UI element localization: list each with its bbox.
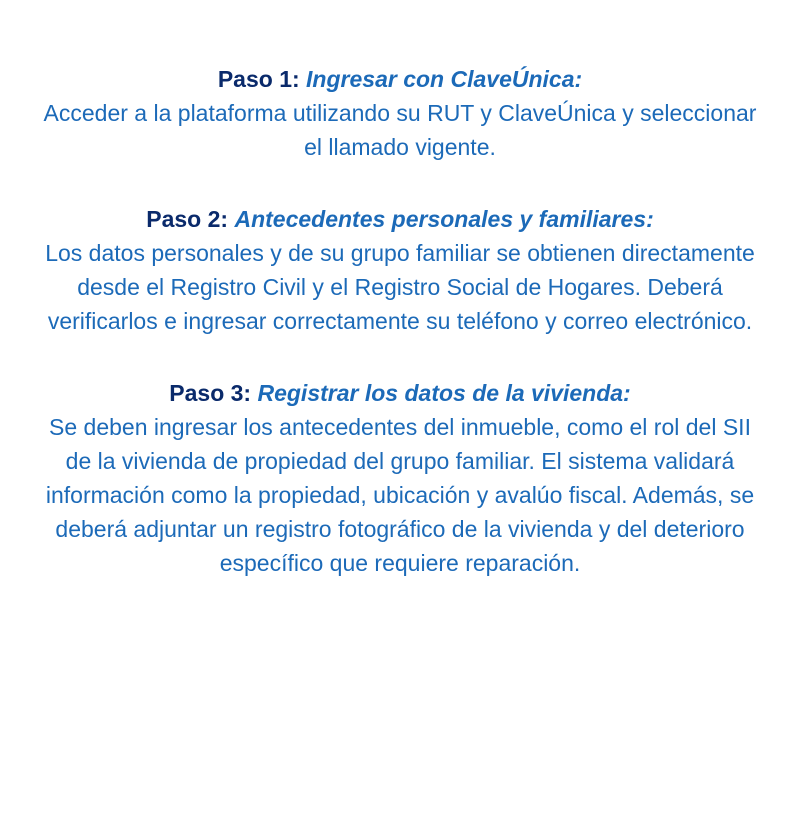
step-3-title: Registrar los datos de la vivienda: bbox=[257, 380, 631, 406]
step-2-label: Paso 2: bbox=[146, 206, 229, 232]
step-1-heading bbox=[40, 64, 760, 94]
step-3-heading bbox=[40, 378, 760, 408]
steps-container bbox=[40, 0, 760, 580]
step-3-label: Paso 3: bbox=[169, 380, 252, 406]
step-1 bbox=[40, 64, 760, 164]
step-1-title: Ingresar con ClaveÚnica: bbox=[306, 66, 583, 92]
step-1-label: Paso 1: bbox=[217, 66, 300, 92]
step-2-title: Antecedentes personales y familiares: bbox=[234, 206, 654, 232]
step-3 bbox=[40, 378, 760, 580]
step-1-body: Acceder a la plataforma utilizando su RUT y ClaveÚnica y seleccionar el llamado vigente. bbox=[43, 100, 757, 160]
step-2-body: Los datos personales y de su grupo familiar se obtienen directamente desde el Registro Civil y el Registro Social de Hogares. Deberá verificarlos e ingresar correctamente su teléfono y correo electrónico. bbox=[45, 240, 755, 334]
step-2-heading bbox=[40, 204, 760, 234]
step-3-body: Se deben ingresar los antecedentes del inmueble, como el rol del SII de la vivienda de propiedad del grupo familiar. El sistema validará información como la propiedad, ubicación y avalúo fiscal. Además, se deberá adjuntar un registro fotográfico de la vivienda y del deterioro específico que requiere reparación. bbox=[45, 414, 755, 576]
step-2 bbox=[40, 204, 760, 338]
